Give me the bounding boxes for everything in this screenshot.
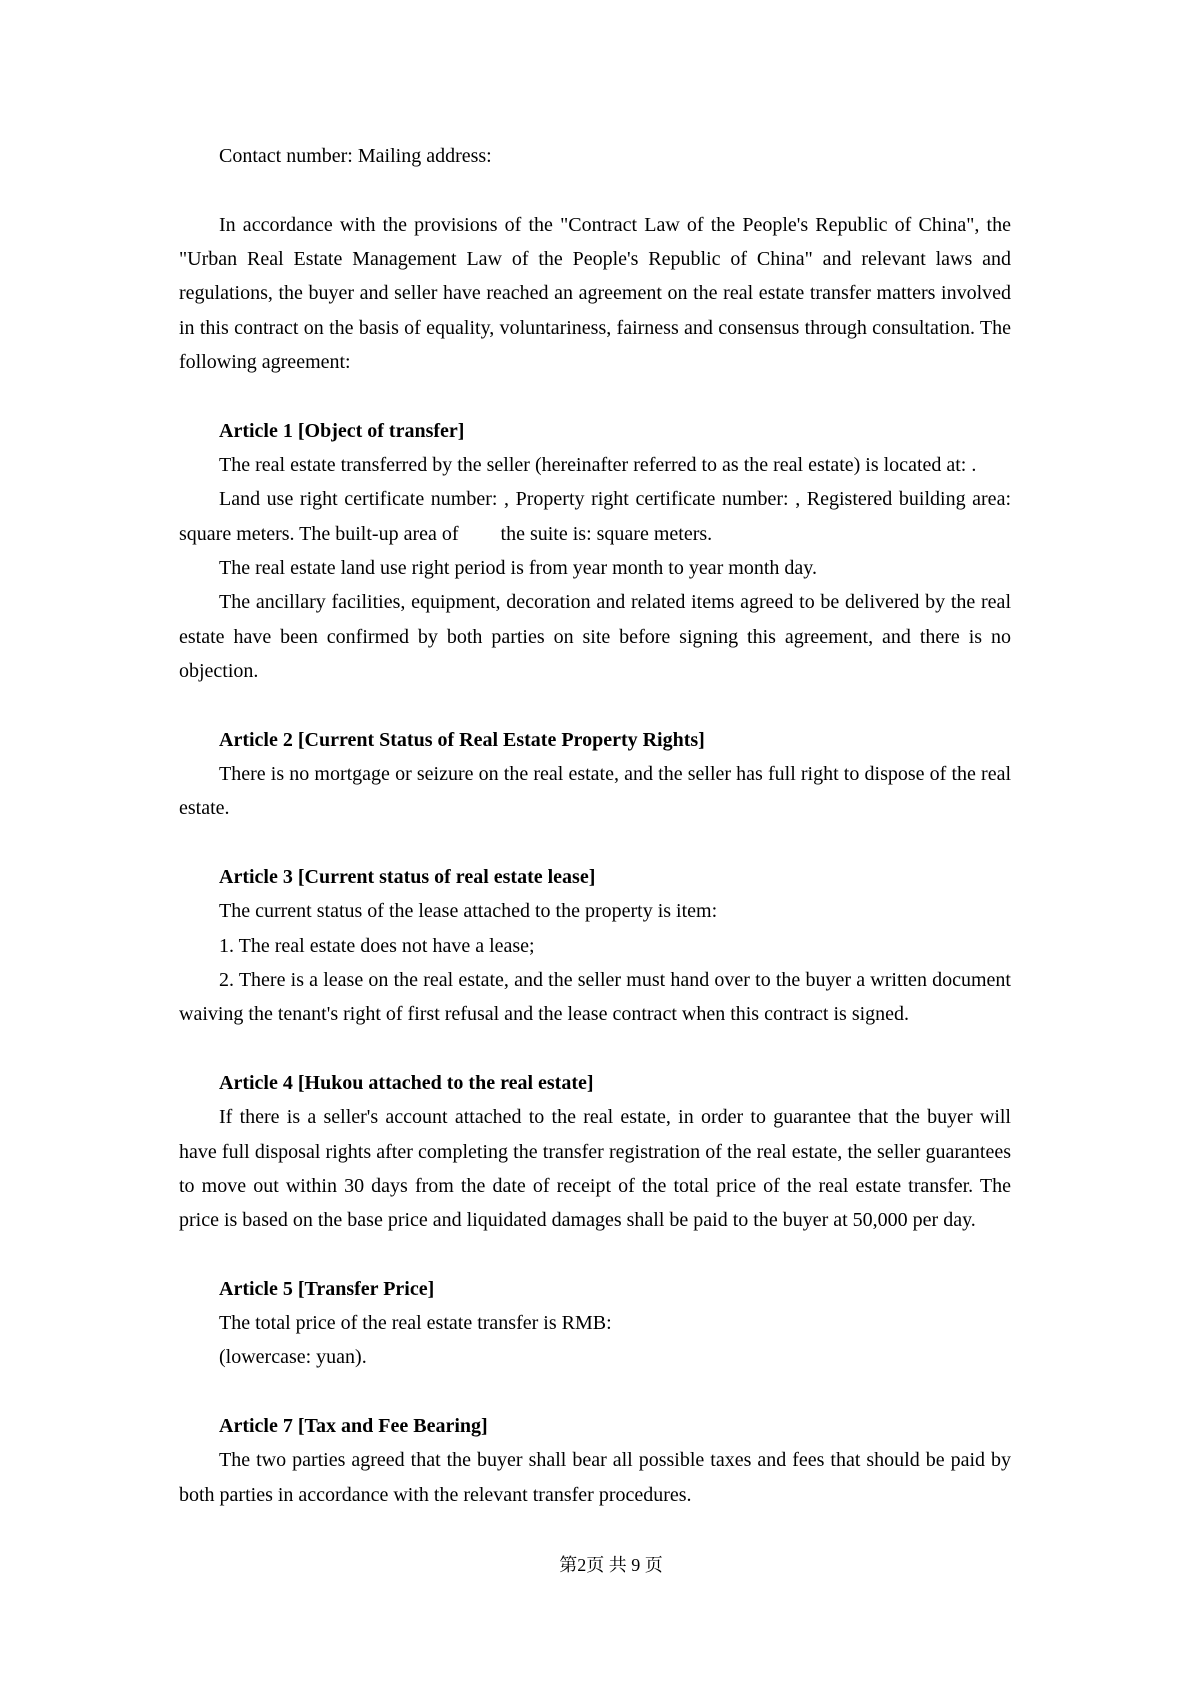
article-3-status-paragraph: The current status of the lease attached to the property is item: xyxy=(219,900,718,923)
article-5-lowercase-paragraph: (lowercase: yuan). xyxy=(219,1346,367,1369)
article-5-heading: Article 5 [Transfer Price] xyxy=(219,1277,435,1300)
article-1-certificates-paragraph xyxy=(179,482,1011,551)
page-number-footer: 第2页 共 9 页 xyxy=(559,1555,663,1575)
certificates-text-after-gap: the suite is: square meters. xyxy=(500,522,713,545)
article-1-land-use-period-paragraph: The real estate land use right period is from year month to year month day. xyxy=(219,556,817,579)
article-1-heading: Article 1 [Object of transfer] xyxy=(219,419,465,442)
certificates-text-before-gap: Land use right certificate number: , Property right certificate number: , Registered building area: square meters. The built-up area of xyxy=(179,488,1011,545)
article-3 xyxy=(179,860,1011,1032)
article-1-location-paragraph: The real estate transferred by the seller (hereinafter referred to as the real estate) is located at: . xyxy=(219,453,977,476)
article-3-item-1: 1. The real estate does not have a lease; xyxy=(219,934,535,957)
article-5 xyxy=(179,1272,1011,1375)
article-7-paragraph: The two parties agreed that the buyer shall bear all possible taxes and fees that should be paid by both parties in accordance with the relevant transfer procedures. xyxy=(179,1449,1011,1506)
contact-line: Contact number: Mailing address: xyxy=(219,145,492,167)
article-3-heading: Article 3 [Current status of real estate lease] xyxy=(219,865,596,888)
preamble-paragraph: In accordance with the provisions of the "Contract Law of the People's Republic of China", the "Urban Real Estate Management Law of the People's Republic of China" and relevant laws and regulations, the buyer and seller have reached an agreement on the real estate transfer matters involved in this contract on the basis of equality, voluntariness, fairness and consensus through consultation. The following agreement: xyxy=(179,213,1011,373)
article-2 xyxy=(179,723,1011,826)
document-body xyxy=(179,139,1011,1512)
article-7-heading: Article 7 [Tax and Fee Bearing] xyxy=(219,1415,488,1438)
article-1 xyxy=(179,414,1011,689)
article-1-ancillary-paragraph: The ancillary facilities, equipment, decoration and related items agreed to be delivered by the real estate have been confirmed by both parties on site before signing this agreement, and there is no objection. xyxy=(179,591,1011,682)
article-7 xyxy=(179,1409,1011,1512)
blank-gap xyxy=(464,539,496,540)
article-3-item-2: 2. There is a lease on the real estate, and the seller must hand over to the buyer a written document waiving the tenant's right of first refusal and the lease contract when this contract is signed. xyxy=(179,968,1011,1026)
article-2-paragraph: There is no mortgage or seizure on the real estate, and the seller has full right to dispose of the real estate. xyxy=(179,762,1011,820)
article-4-paragraph: If there is a seller's account attached to the real estate, in order to guarantee that the buyer will have full disposal rights after completing the transfer registration of the real estate, the seller guarantees to move out within 30 days from the date of receipt of the total price of the real estate transfer. The price is based on the base price and liquidated damages shall be paid to the buyer at 50,000 per day. xyxy=(179,1106,1011,1232)
article-2-heading: Article 2 [Current Status of Real Estate Property Rights] xyxy=(219,728,705,751)
article-5-price-paragraph: The total price of the real estate transfer is RMB: xyxy=(219,1312,612,1335)
article-4-heading: Article 4 [Hukou attached to the real estate] xyxy=(219,1071,594,1094)
article-4 xyxy=(179,1066,1011,1238)
